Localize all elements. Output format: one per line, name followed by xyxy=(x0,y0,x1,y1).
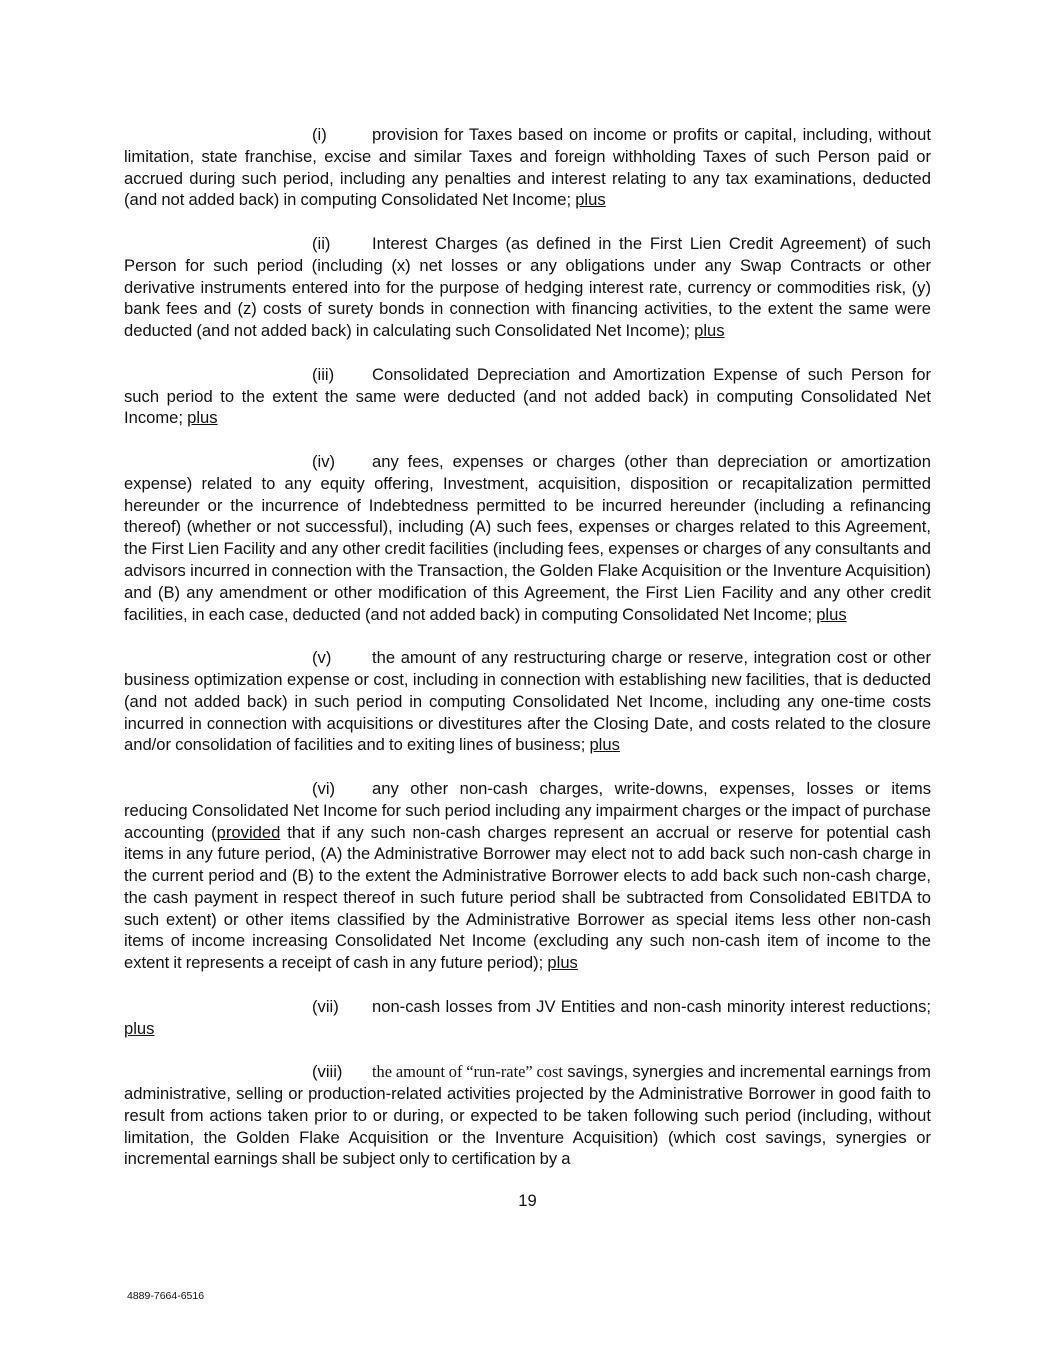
clause-text: Interest Charges (as defined in the First Lien Credit Agreement) of such Person for such period (including (x) net losses or any obligations under any Swap Contracts or other derivative instruments entered into for the purpose of hedging interest rate, currency or commodities risk, (y) bank fees and (z) costs of surety bonds in connection with financing activities, to the extent the same were deducted (and not added back) in calculating such Consolidated Net Income); xyxy=(124,233,931,341)
clause-number: (iv) xyxy=(312,451,336,471)
clause-vi xyxy=(124,778,931,974)
clause-number: (iii) xyxy=(312,364,335,384)
clause-text: Consolidated Depreciation and Amortization Expense of such Person for such period to the extent the same were deducted (and not added back) in computing Consolidated Net Income; xyxy=(124,364,931,428)
clause-vii xyxy=(124,996,931,1040)
clause-ii xyxy=(124,233,931,342)
clause-text: non-cash losses from JV Entities and non-cash minority interest reductions; xyxy=(372,996,931,1016)
clause-number: (vii) xyxy=(312,996,339,1016)
plus-term: plus xyxy=(589,735,620,755)
clause-viii xyxy=(124,1061,931,1170)
clause-text: provision for Taxes based on income or profits or capital, including, without limitation, state franchise, excise and similar Taxes and foreign withholding Taxes of such Person paid or accrued during such period, including any penalties and interest relating to any tax examinations, deducted (and not added back) in computing Consolidated Net Income; xyxy=(124,125,931,210)
plus-term: plus xyxy=(187,408,218,428)
clause-iii xyxy=(124,364,931,429)
clause-number: (v) xyxy=(312,648,332,668)
plus-term: plus xyxy=(547,953,578,973)
clause-text: any fees, expenses or charges (other than depreciation or amortization expense) related to any equity offering, Investment, acquisition, disposition or recapitalization permitted hereunder or the incurrence of Indebtedness permitted to be incurred hereunder (including a refinancing thereof) (whether or not successful), including (A) such fees, expenses or charges related to this Agreement, the First Lien Facility and any other credit facilities (including fees, expenses or charges of any consultants and advisors incurred in connection with the Transaction, the Golden Flake Acquisition or the Inventure Acquisition) and (B) any amendment or other modification of this Agreement, the First Lien Facility and any other credit facilities, in each case, deducted (and not added back) in computing Consolidated Net Income; xyxy=(124,451,931,624)
document-id: 4889-7664-6516 xyxy=(127,1290,205,1302)
clause-text: any other non-cash charges, write-downs, expenses, losses or items reducing Consolidated Net Income for such period including any impairment charges or the impact of purchase accounting ( xyxy=(124,778,931,842)
clause-text: savings, synergies and incremental earnings from administrative, selling or production-related activities projected by the Administrative Borrower in good faith to result from actions taken prior to or during, or expected to be taken following such period (including, without limitation, the Golden Flake Acquisition or the Inventure Acquisition) (which cost savings, synergies or incremental earnings shall be subject only to certification by a xyxy=(124,1062,931,1169)
plus-term: plus xyxy=(816,604,847,624)
plus-term: plus xyxy=(575,190,606,210)
clause-number: (i) xyxy=(312,125,327,144)
document-body xyxy=(124,124,931,1192)
plus-term: plus xyxy=(124,1018,155,1038)
clause-text-continued: that if any such non-cash charges represent an accrual or reserve for potential cash items in any future period, (A) the Administrative Borrower may elect not to add back such non-cash charge in the current period and (B) to the extent the Administrative Borrower elects to add back such non-cash charge, the cash payment in respect thereof in such future period shall be subtracted from Consolidated EBITDA to such extent) or other items classified by the Administrative Borrower as special items less other non-cash items of income increasing Consolidated Net Income (excluding any such non-cash item of income to the extent it represents a receipt of cash in any future period); xyxy=(124,822,931,973)
clause-number: (ii) xyxy=(312,233,331,253)
page-number: 19 xyxy=(518,1191,537,1210)
clause-text-serif: the amount of “run-rate” cost xyxy=(372,1062,563,1082)
clause-number: (viii) xyxy=(312,1062,343,1082)
plus-term: plus xyxy=(694,321,725,341)
provided-term: provided xyxy=(216,822,281,842)
clause-number: (vi) xyxy=(312,778,336,798)
clause-v xyxy=(124,647,931,756)
clause-iv xyxy=(124,451,931,625)
clause-text: the amount of any restructuring charge or reserve, integration cost or other business optimization expense or cost, including in connection with establishing new facilities, that is deducted (and not added back) in such period in computing Consolidated Net Income, including any one-time costs incurred in connection with acquisitions or divestitures after the Closing Date, and costs related to the closure and/or consolidation of facilities and to exiting lines of business; xyxy=(124,648,931,755)
clause-i xyxy=(124,124,931,211)
